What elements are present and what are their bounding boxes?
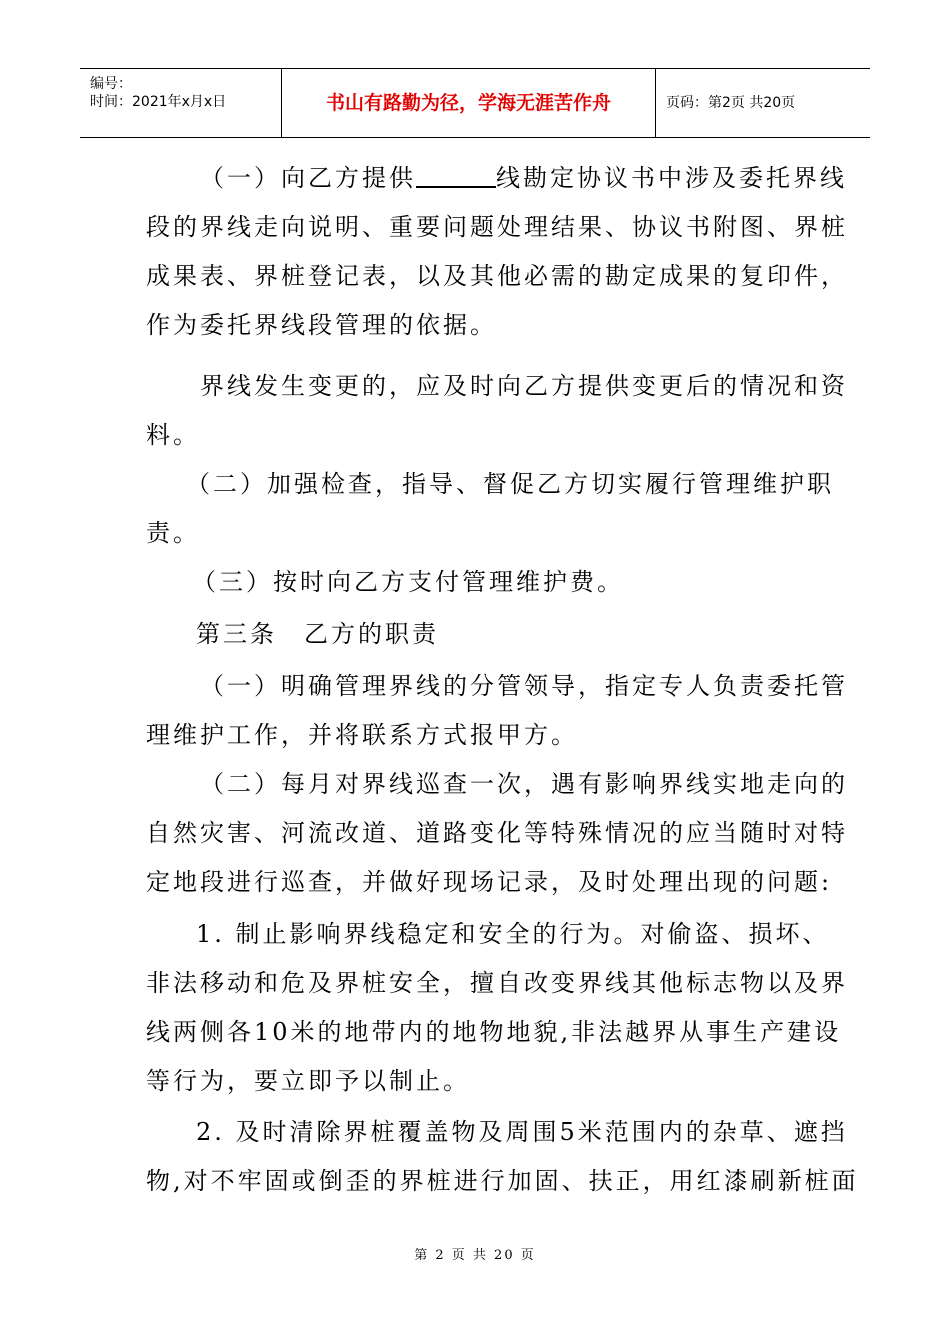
paragraph-line: （一）明确管理界线的分管领导，指定专人负责委托管 — [200, 672, 848, 700]
paragraph-line: （三）按时向乙方支付管理维护费。 — [192, 568, 624, 596]
paragraph-line: 线两侧各10米的地带内的地物地貌,非法越界从事生产建设 — [146, 1018, 842, 1046]
line-text: 线勘定协议书中涉及委托界线 — [496, 164, 847, 192]
page-footer: 第 2 页 共 20 页 — [414, 1248, 536, 1263]
paragraph-line: 自然灾害、河流改道、道路变化等特殊情况的应当随时对特 — [146, 819, 848, 847]
line-text: （一）向乙方提供 — [200, 164, 416, 192]
page-header — [80, 68, 870, 138]
paragraph-line: 2. 及时清除界桩覆盖物及周围5米范围内的杂草、遮挡 — [196, 1118, 848, 1146]
paragraph-line: 定地段进行巡查，并做好现场记录，及时处理出现的问题: — [146, 868, 833, 896]
paragraph-line: 段的界线走向说明、重要问题处理结果、协议书附图、界桩 — [146, 213, 848, 241]
paragraph-line: 物,对不牢固或倒歪的界桩进行加固、扶正，用红漆刷新桩面 — [146, 1167, 859, 1195]
paragraph-line: 界线发生变更的，应及时向乙方提供变更后的情况和资 — [200, 372, 848, 400]
paragraph-line: （二）加强检查，指导、督促乙方切实履行管理维护职 — [186, 470, 834, 498]
fill-in-blank — [416, 160, 496, 188]
document-number-label: 编号： — [90, 76, 132, 92]
header-info-cell — [80, 69, 282, 137]
paragraph-line: （二）每月对界线巡查一次，遇有影响界线实地走向的 — [200, 770, 848, 798]
document-date: 时间：2021年x月x日 — [90, 94, 227, 110]
header-motto: 书山有路勤为径，学海无涯苦作舟 — [282, 69, 656, 137]
paragraph-line: 作为委托界线段管理的依据。 — [146, 311, 497, 339]
paragraph-line: 理维护工作，并将联系方式报甲方。 — [146, 721, 578, 749]
paragraph-line: 1. 制止影响界线稳定和安全的行为。对偷盗、损坏、 — [196, 920, 830, 948]
paragraph-line — [200, 158, 847, 198]
paragraph-line: 料。 — [146, 421, 200, 449]
header-page-code: 页码：第2页 共20页 — [666, 95, 796, 111]
paragraph-line: 责。 — [146, 519, 200, 547]
paragraph-line: 非法移动和危及界桩安全，擅自改变界线其他标志物以及界 — [146, 969, 848, 997]
paragraph-line: 等行为，要立即予以制止。 — [146, 1067, 470, 1095]
article-heading: 第三条 乙方的职责 — [196, 620, 439, 648]
paragraph-line: 成果表、界桩登记表，以及其他必需的勘定成果的复印件， — [146, 262, 848, 290]
